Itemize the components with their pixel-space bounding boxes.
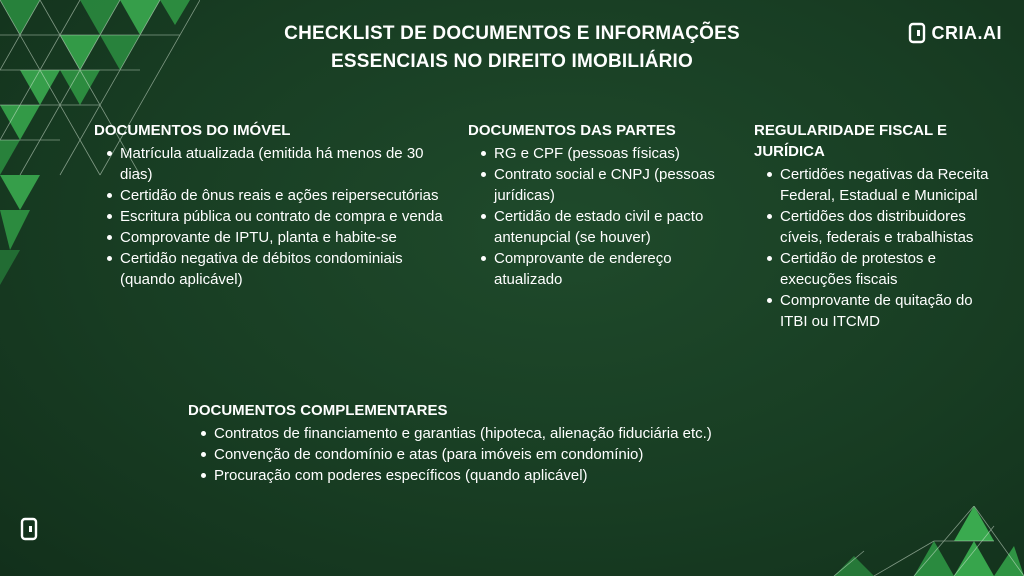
list-item: Certidões dos distribuidores cíveis, federais e trabalhistas xyxy=(780,206,994,248)
page-title-line-1: CHECKLIST DE DOCUMENTOS E INFORMAÇÕES xyxy=(284,23,740,44)
list-item: Contratos de financiamento e garantias (hipoteca, alienação fiduciária etc.) xyxy=(214,423,748,444)
list-item: Escritura pública ou contrato de compra e venda xyxy=(120,208,443,225)
page-title-line-2: ESSENCIAIS NO DIREITO IMOBILIÁRIO xyxy=(330,51,693,72)
list-item: Procuração com poderes específicos (quando aplicável) xyxy=(214,465,748,486)
checklist xyxy=(468,143,738,290)
brand-logo xyxy=(908,22,1003,44)
list-item: Certidão negativa de débitos condominiais (quando aplicável) xyxy=(120,248,444,290)
section-documentos-partes xyxy=(468,120,738,290)
decorative-triangles-bottom-right xyxy=(804,506,1024,576)
list-item: Comprovante de IPTU, planta e habite-se xyxy=(120,227,444,248)
section-heading: DOCUMENTOS COMPLEMENTARES xyxy=(188,402,448,419)
footer-logo xyxy=(20,517,38,546)
list-item: RG e CPF (pessoas físicas) xyxy=(494,143,738,164)
cria-logo-icon xyxy=(908,22,926,44)
brand-name: CRIA.AI xyxy=(931,22,1002,43)
section-regularidade-fiscal xyxy=(754,120,994,332)
page-title xyxy=(200,20,824,76)
checklist xyxy=(754,164,994,332)
list-item: Certidões negativas da Receita Federal, Estadual e Municipal xyxy=(780,164,994,206)
list-item: Contrato social e CNPJ (pessoas jurídicas) xyxy=(494,164,738,206)
checklist xyxy=(94,143,444,290)
list-item: Comprovante de quitação do ITBI ou ITCMD xyxy=(780,290,994,332)
list-item: Certidão de protestos e execuções fiscais xyxy=(780,248,994,290)
section-documentos-imovel xyxy=(94,120,444,290)
list-item: Matrícula atualizada (emitida há menos de 30 dias) xyxy=(120,143,444,185)
cria-logo-icon xyxy=(20,517,38,541)
list-item: Convenção de condomínio e atas (para imóveis em condomínio) xyxy=(214,444,748,465)
section-heading: REGULARIDADE FISCAL E JURÍDICA xyxy=(754,122,948,160)
section-documentos-complementares xyxy=(188,400,748,486)
checklist xyxy=(188,423,748,486)
section-heading: DOCUMENTOS DAS PARTES xyxy=(468,122,676,139)
section-heading: DOCUMENTOS DO IMÓVEL xyxy=(94,122,291,139)
list-item: Certidão de estado civil e pacto antenupcial (se houver) xyxy=(494,206,738,248)
list-item: Comprovante de endereço atualizado xyxy=(494,248,738,290)
list-item: Certidão de ônus reais e ações reipersecutórias xyxy=(120,185,444,206)
